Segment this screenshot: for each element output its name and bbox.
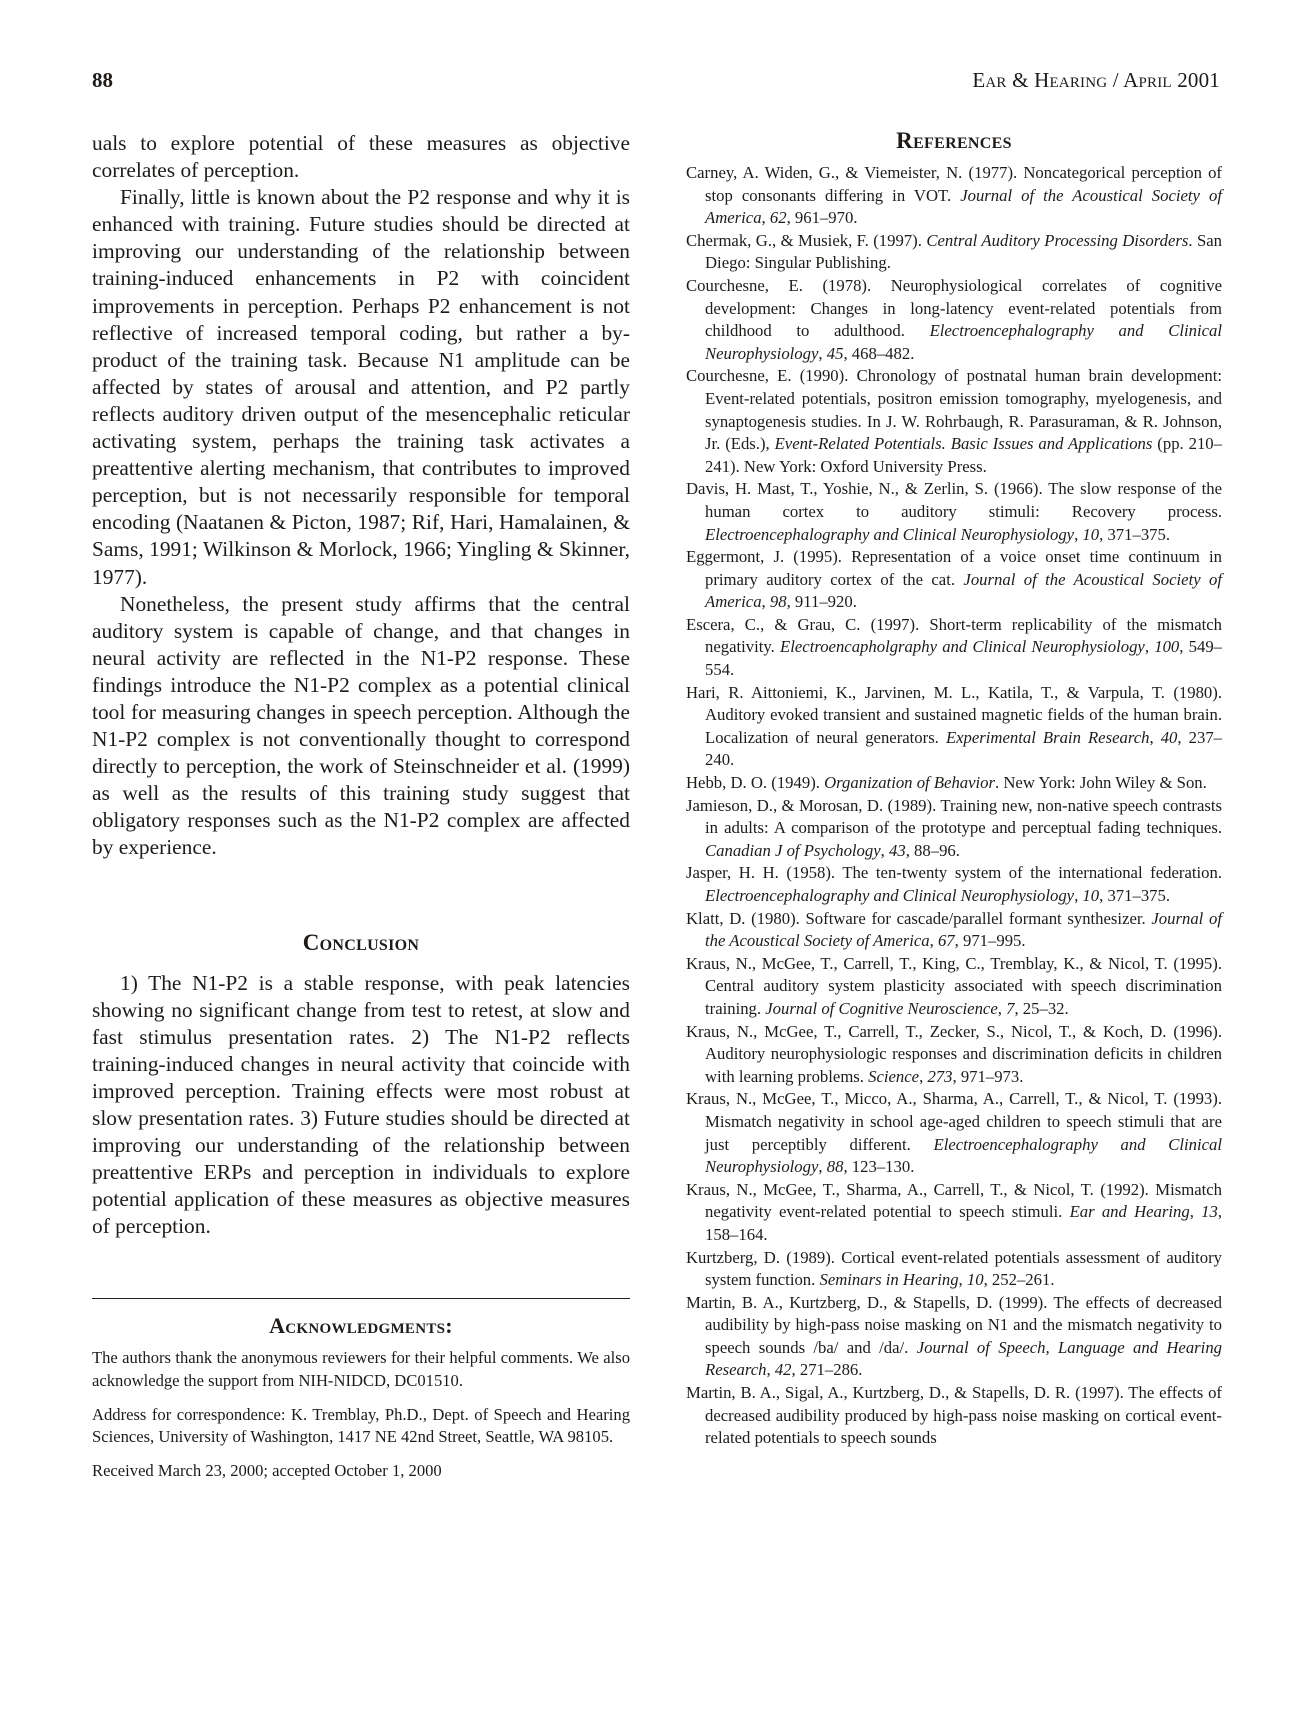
- reference-entry: [686, 275, 1222, 365]
- conclusion-heading: Conclusion: [302, 929, 420, 955]
- reference-entry: [686, 1292, 1222, 1382]
- reference-citation: Hebb, D. O. (1949).: [686, 773, 825, 793]
- reference-source: Central Auditory Processing Disorders: [926, 230, 1189, 250]
- reference-citation: Davis, H. Mast, T., Yoshie, N., & Zerlin, S. (1966). The slow response of the human cortex to auditory stimuli: Recovery process.: [686, 479, 1222, 521]
- reference-entry: [686, 1247, 1222, 1292]
- reference-separator: ,: [818, 1157, 827, 1177]
- reference-citation: Kurtzberg, D. (1989). Cortical event-related potentials assessment of auditory system function.: [686, 1247, 1222, 1290]
- references-column: [686, 128, 1222, 1450]
- reference-volume: 88: [826, 1157, 844, 1177]
- reference-source: Journal of Cognitive Neuroscience: [765, 998, 998, 1018]
- reference-pages: , 158–164.: [705, 1202, 1223, 1244]
- reference-pages: , 88–96.: [905, 840, 960, 860]
- reference-volume: 7: [1006, 998, 1015, 1018]
- reference-volume: 10: [1082, 524, 1100, 544]
- reference-pages: , 468–482.: [843, 343, 915, 363]
- running-head: Ear & Hearing / April 2001: [972, 68, 1220, 92]
- reference-citation: Kraus, N., McGee, T., Carrell, T., King, C., Tremblay, K., & Nicol, T. (1995). Central auditory system plasticity associated with speech discrimination training.: [686, 953, 1222, 1018]
- reference-pages: , 971–973.: [952, 1066, 1024, 1086]
- reference-volume: 45: [826, 343, 844, 363]
- reference-pages: , 961–970.: [786, 208, 858, 228]
- reference-volume: 43: [889, 840, 906, 860]
- reference-pages: (pp. 210–241). New York: Oxford University Press.: [705, 434, 1222, 476]
- reference-source: Electroencephalography and Clinical Neurophysiology: [705, 1134, 1222, 1177]
- reference-citation: Courchesne, E. (1978). Neurophysiological correlates of cognitive development: Changes in long-latency event-related potentials from childhood to adulthood.: [686, 275, 1222, 341]
- left-column: [92, 130, 630, 1493]
- reference-citation: Eggermont, J. (1995). Representation of a voice onset time continuum in primary auditory cortex of the cat.: [686, 547, 1222, 589]
- reference-citation: Jasper, H. H. (1958). The ten-twenty system of the international federation.: [686, 863, 1222, 883]
- section-divider: [92, 1298, 630, 1299]
- reference-citation: Jamieson, D., & Morosan, D. (1989). Training new, non-native speech contrasts in adults: A comparison of the prototype and perceptual fading techniques.: [686, 795, 1222, 838]
- reference-volume: 10: [1082, 886, 1100, 905]
- reference-entry: [686, 614, 1222, 682]
- references-heading: References: [896, 128, 1012, 153]
- reference-separator: ,: [997, 998, 1007, 1018]
- reference-citation: Klatt, D. (1980). Software for cascade/parallel formant synthesizer.: [686, 908, 1152, 928]
- reference-entry: [686, 682, 1222, 772]
- body-paragraph: Nonetheless, the present study affirms that the central auditory system is capable of change, and that changes in neural activity are reflected in the N1-P2 response. These findings introduce the N1-P2 complex as a potential clinical tool for measuring changes in speech perception. Although the N1-P2 complex is not conventionally thought to correspond directly to perception, the work of Steinschneider et al. (1999) as well as the results of this training study suggest that obligatory responses such as the N1-P2 complex are affected by experience.: [92, 591, 630, 860]
- acknowledgments-text: The authors thank the anonymous reviewers for their helpful comments. We also acknowledge the support from NIH-NIDCD, DC01510.: [92, 1348, 630, 1391]
- reference-separator: ,: [880, 840, 889, 860]
- reference-pages: , 271–286.: [791, 1360, 863, 1380]
- reference-source: Journal of the Acoustical Society of America: [705, 908, 1222, 951]
- reference-entry: [686, 1021, 1222, 1089]
- reference-volume: 273: [927, 1066, 953, 1086]
- reference-entry: [686, 546, 1222, 614]
- reference-pages: , 549–554.: [705, 637, 1223, 680]
- reference-citation: Kraus, N., McGee, T., Sharma, A., Carrell, T., & Nicol, T. (1992). Mismatch negativity event-related potential to speech stimuli.: [686, 1179, 1222, 1222]
- reference-entry: [686, 1179, 1222, 1247]
- reference-citation: Martin, B. A., Sigal, A., Kurtzberg, D., & Stapells, D. R. (1997). The effects of decreased audibility produced by high-pass noise masking on cortical event-related potentials to speech sounds: [686, 1383, 1222, 1448]
- reference-entry: [686, 772, 1222, 795]
- reference-entry: [686, 230, 1222, 275]
- page-header: [92, 68, 1220, 98]
- reference-citation: Carney, A. Widen, G., & Viemeister, N. (1977). Noncategorical perception of stop consonants differing in VOT.: [686, 163, 1222, 205]
- reference-list: [686, 162, 1222, 1450]
- reference-pages: , 371–375.: [1099, 886, 1171, 905]
- reference-pages: , 237–240.: [705, 727, 1223, 770]
- reference-pages: . San Diego: Singular Publishing.: [705, 230, 1223, 273]
- reference-source: Electroencephalography and Clinical Neurophysiology: [705, 321, 1222, 363]
- reference-separator: ,: [761, 208, 770, 228]
- reference-entry: [686, 953, 1222, 1021]
- page-number: 88: [92, 68, 113, 92]
- reference-pages: , 971–995.: [954, 931, 1026, 951]
- reference-source: Seminars in Hearing: [819, 1270, 959, 1290]
- reference-pages: , 25–32.: [1014, 998, 1069, 1018]
- reference-source: Organization of Behavior: [824, 773, 996, 793]
- reference-separator: ,: [766, 1360, 775, 1380]
- reference-separator: ,: [1189, 1202, 1202, 1222]
- reference-source: Science: [868, 1066, 920, 1086]
- reference-source: Electroencephalography and Clinical Neurophysiology: [705, 886, 1075, 905]
- reference-separator: ,: [958, 1270, 967, 1290]
- reference-entry: [686, 478, 1222, 546]
- reference-citation: Kraus, N., McGee, T., Micco, A., Sharma, A., Carrell, T., & Nicol, T. (1993). Mismatch negativity in school age-aged children to speech stimuli that are just perceptibly different.: [686, 1089, 1222, 1154]
- reference-separator: ,: [818, 343, 827, 363]
- conclusion-text: 1) The N1-P2 is a stable response, with peak latencies showing no significant change from test to retest, at slow and fast stimulus presentation rates. 2) The N1-P2 reflects training-induced changes in neural activity that coincide with improved perception. Training effects were most robust at slow presentation rates. 3) Future studies should be directed at improving our understanding of the relationship between preattentive ERPs and perception in individuals to explore potential application of these measures as objective measures of perception.: [92, 970, 630, 1239]
- reference-citation: Martin, B. A., Kurtzberg, D., & Stapells, D. (1999). The effects of decreased audibility by high-pass noise masking on N1 and the mismatch negativity to speech sounds /ba/ and /da/.: [686, 1292, 1222, 1357]
- received-dates: Received March 23, 2000; accepted October 1, 2000: [92, 1460, 442, 1480]
- acknowledgments-heading: Acknowledgments:: [269, 1313, 453, 1339]
- reference-citation: Courchesne, E. (1990). Chronology of postnatal human brain development: Event-related potentials, positron emission tomography, myelogenesis, and synaptogenesis studies. In J. W. Rohrbaugh, R. Parasuraman, & R. Johnson, Jr. (Eds.),: [686, 366, 1222, 454]
- reference-volume: 62: [769, 208, 787, 228]
- reference-citation: Chermak, G., & Musiek, F. (1997).: [686, 230, 927, 250]
- reference-source: Canadian J of Psychology: [705, 840, 881, 860]
- reference-source: Ear and Hearing: [1069, 1202, 1190, 1222]
- reference-pages: , 252–261.: [983, 1270, 1055, 1290]
- reference-citation: Kraus, N., McGee, T., Carrell, T., Zecker, S., Nicol, T., & Koch, D. (1996). Auditory neurophysiologic responses and discrimination deficits in children with learning problems.: [686, 1021, 1222, 1086]
- reference-volume: 98: [769, 592, 787, 612]
- reference-source: Experimental Brain Research: [945, 727, 1150, 747]
- reference-volume: 42: [774, 1360, 792, 1380]
- reference-pages: , 911–920.: [786, 592, 857, 612]
- reference-source: Electroencapholgraphy and Clinical Neurophysiology: [780, 637, 1145, 657]
- reference-volume: 67: [937, 931, 955, 951]
- reference-citation: Escera, C., & Grau, C. (1997). Short-term replicability of the mismatch negativity.: [686, 614, 1222, 657]
- reference-separator: ,: [919, 1066, 928, 1086]
- reference-entry: [686, 1382, 1222, 1450]
- reference-separator: ,: [1074, 524, 1083, 544]
- reference-entry: [686, 795, 1222, 863]
- reference-citation: Hari, R. Aittoniemi, K., Jarvinen, M. L., Katila, T., & Varpula, T. (1980). Auditory evoked transient and sustained magnetic fields of the human brain. Localization of neural generators.: [686, 682, 1222, 747]
- reference-separator: ,: [761, 592, 770, 612]
- reference-volume: 13: [1201, 1202, 1218, 1222]
- reference-entry: [686, 162, 1222, 230]
- reference-volume: 40: [1160, 727, 1178, 747]
- reference-volume: 100: [1154, 637, 1180, 657]
- body-paragraph: uals to explore potential of these measures as objective correlates of perception.: [92, 131, 630, 183]
- reference-entry: [686, 365, 1222, 478]
- reference-entry: [686, 1088, 1222, 1178]
- reference-entry: [686, 862, 1222, 907]
- reference-source: Electroencephalography and Clinical Neurophysiology: [705, 524, 1075, 544]
- reference-separator: ,: [1074, 886, 1083, 905]
- reference-pages: , 371–375.: [1099, 524, 1171, 544]
- reference-separator: ,: [1149, 727, 1161, 747]
- correspondence-address: Address for correspondence: K. Tremblay, Ph.D., Dept. of Speech and Hearing Sciences, University of Washington, 1417 NE 42nd Street, Seattle, WA 98105.: [92, 1404, 630, 1447]
- reference-separator: ,: [1144, 637, 1155, 657]
- reference-entry: [686, 908, 1222, 953]
- reference-pages: . New York: John Wiley & Son.: [995, 773, 1207, 793]
- reference-pages: , 123–130.: [843, 1157, 915, 1177]
- reference-source: Journal of the Acoustical Society of America: [705, 185, 1222, 228]
- reference-separator: ,: [929, 931, 938, 951]
- reference-volume: 10: [966, 1270, 984, 1290]
- body-paragraph: Finally, little is known about the P2 response and why it is enhanced with training. Future studies should be directed at improving our understanding of the relationship between training-induced enhancements in P2 with coincident improvements in perception. Perhaps P2 enhancement is not reflective of increased temporal coding, but rather a by-product of the training task. Because N1 amplitude can be affected by states of arousal and attention, and P2 partly reflects auditory driven output of the mesencephalic reticular activating system, perhaps the training task activates a preattentive alerting mechanism, that contributes to improved perception, but is not necessarily responsible for temporal encoding (Naatanen & Picton, 1987; Rif, Hari, Hamalainen, & Sams, 1991; Wilkinson & Morlock, 1966; Yingling & Skinner, 1977).: [92, 185, 630, 589]
- reference-source: Journal of the Acoustical Society of America: [705, 569, 1222, 612]
- reference-source: Journal of Speech, Language and Hearing Research: [705, 1337, 1223, 1380]
- reference-source: Event-Related Potentials. Basic Issues and Applications: [774, 434, 1153, 454]
